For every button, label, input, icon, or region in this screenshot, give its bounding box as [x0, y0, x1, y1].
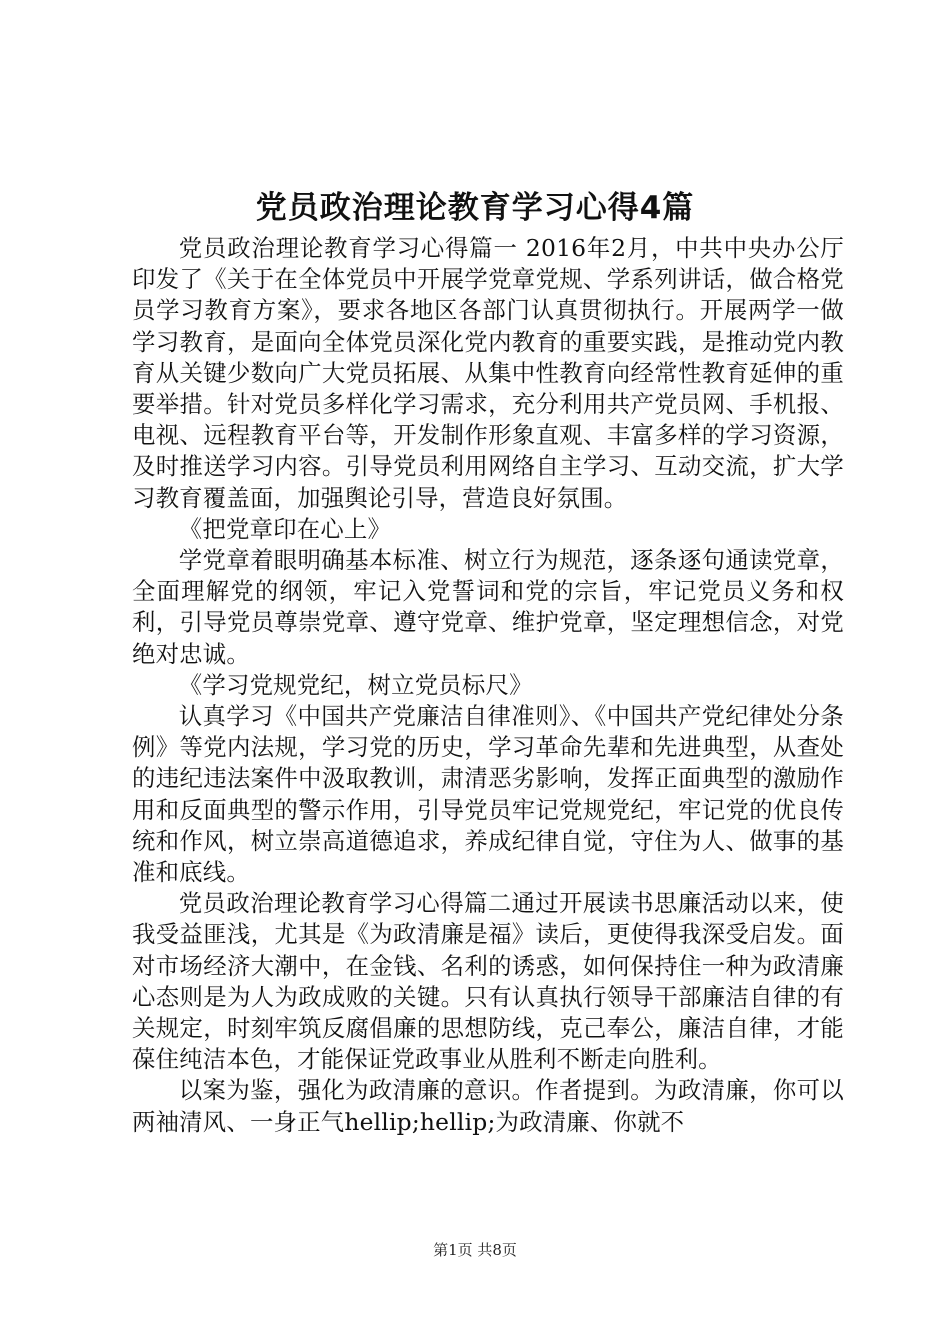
section-heading-party-constitution: 《把党章印在心上》	[178, 514, 392, 543]
paragraph-part-two: 党员政治理论教育学习心得篇二通过开展读书思廉活动以来，使我受益匪浅，尤其是《为政清廉是福》读后，更使得我深受启发。面对市场经济大潮中，在金钱、名利的诱惑，如何保持住一种为政清廉心态则是为人为政成败的关键。只有认真执行领导干部廉洁自律的有关规定，时刻牢筑反腐倡廉的思想防线，克己奉公，廉洁自律，才能葆住纯洁本色，才能保证党政事业从胜利不断走向胜利。	[132, 889, 844, 1074]
paragraph-party-constitution: 学党章着眼明确基本标准、树立行为规范，逐条逐句通读党章，全面理解党的纲领，牢记入党誓词和党的宗旨，牢记党员义务和权利，引导党员尊崇党章、遵守党章、维护党章，坚定理想信念，对党绝对忠诚。	[132, 546, 844, 668]
page-number-footer: 第1页 共8页	[433, 1241, 517, 1259]
paragraph-lesson-from-cases: 以案为鉴，强化为政清廉的意识。作者提到。为政清廉，你可以两袖清风、一身正气hellip;hellip;为政清廉、你就不	[132, 1076, 844, 1136]
section-heading-party-rules: 《学习党规党纪，树立党员标尺》	[178, 670, 533, 699]
paragraph-party-rules: 认真学习《中国共产党廉洁自律准则》、《中国共产党纪律处分条例》等党内法规，学习党的历史，学习革命先辈和先进典型，从查处的违纪违法案件中汲取教训，肃清恶劣影响，发挥正面典型的激励作用和反面典型的警示作用，引导党员牢记党规党纪，牢记党的优良传统和作风，树立崇高道德追求，养成纪律自觉，守住为人、做事的基准和底线。	[132, 702, 844, 887]
document-title: 党员政治理论教育学习心得4篇	[255, 190, 695, 226]
paragraph-intro: 党员政治理论教育学习心得篇一 2016年2月，中共中央办公厅印发了《关于在全体党员中开展学党章党规、学系列讲话，做合格党员学习教育方案》，要求各地区各部门认真贯彻执行。开展两学一做学习教育，是面向全体党员深化党内教育的重要实践，是推动党内教育从关键少数向广大党员拓展、从集中性教育向经常性教育延伸的重要举措。针对党员多样化学习需求，充分利用共产党员网、手机报、电视、远程教育平台等，开发制作形象直观、丰富多样的学习资源，及时推送学习内容。引导党员利用网络自主学习、互动交流，扩大学习教育覆盖面，加强舆论引导，营造良好氛围。	[132, 234, 844, 512]
document-body	[132, 233, 844, 1138]
